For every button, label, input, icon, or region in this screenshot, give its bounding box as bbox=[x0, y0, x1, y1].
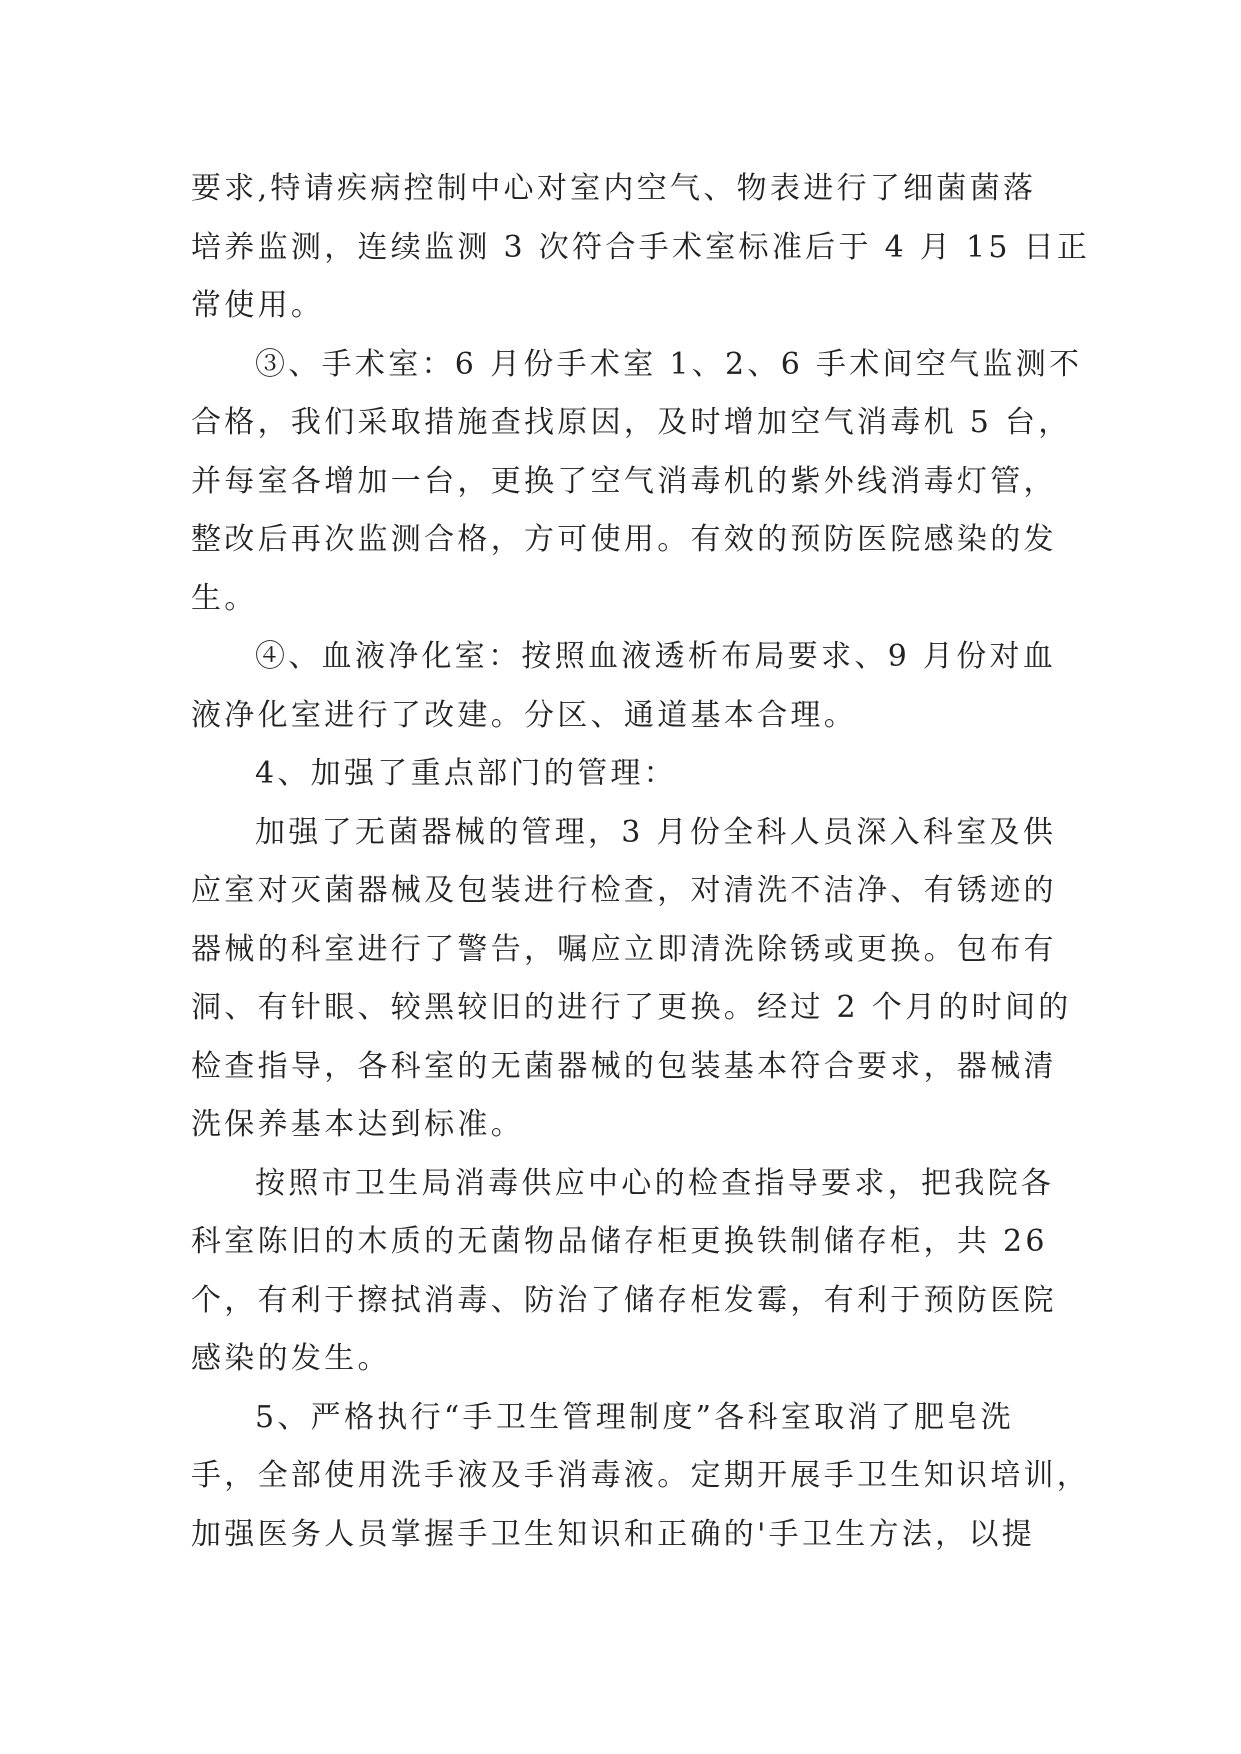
text-line: 洗保养基本达到标准。 bbox=[191, 1107, 524, 1142]
text-line: 常使用。 bbox=[191, 288, 325, 323]
text-line: 并每室各增加一台，更换了空气消毒机的紫外线消毒灯管， bbox=[191, 463, 1057, 499]
text-line: 科室陈旧的木质的无菌物品储存柜更换铁制储存柜，共 26 bbox=[191, 1224, 1048, 1259]
text-line: 生。 bbox=[191, 580, 258, 616]
section-heading: 4、加强了重点部门的管理： bbox=[255, 756, 677, 791]
text-line: 感染的发生。 bbox=[191, 1341, 391, 1376]
text-line: 合格，我们采取措施查找原因，及时增加空气消毒机 5 台， bbox=[191, 405, 1072, 440]
text-line: 应室对灭菌器械及包装进行检查，对清洗不洁净、有锈迹的 bbox=[191, 873, 1057, 908]
paragraph-first-line: ③、手术室：6 月份手术室 1、2、6 手术间空气监测不 bbox=[255, 346, 1083, 382]
text-line: 要求,特请疾病控制中心对室内空气、物表进行了细菌菌落 bbox=[191, 171, 1037, 206]
paragraph-first-line: 按照市卫生局消毒供应中心的检查指导要求，把我院各 bbox=[255, 1165, 1055, 1201]
text-line: 加强医务人员掌握手卫生知识和正确的'手卫生方法，以提 bbox=[191, 1516, 1036, 1552]
text-line: 检查指导，各科室的无菌器械的包装基本符合要求，器械清 bbox=[191, 1048, 1057, 1084]
text-line: 洞、有针眼、较黑较旧的进行了更换。经过 2 个月的时间的 bbox=[191, 990, 1072, 1025]
text-line: 整改后再次监测合格，方可使用。有效的预防医院感染的发 bbox=[191, 522, 1057, 557]
paragraph-first-line: 5、严格执行“手卫生管理制度”各科室取消了肥皂洗 bbox=[255, 1399, 1014, 1435]
text-line: 培养监测，连续监测 3 次符合手术室标准后于 4 月 15 日正 bbox=[191, 229, 1091, 265]
document-body bbox=[191, 160, 1091, 1564]
paragraph-first-line: 加强了无菌器械的管理，3 月份全科人员深入科室及供 bbox=[255, 814, 1057, 850]
text-line: 器械的科室进行了警告，嘱应立即清洗除锈或更换。包布有 bbox=[191, 931, 1057, 967]
paragraph-first-line: ④、血液净化室：按照血液透析布局要求、9 月份对血 bbox=[255, 639, 1057, 674]
text-line: 个，有利于擦拭消毒、防治了储存柜发霉，有利于预防医院 bbox=[191, 1282, 1057, 1318]
text-line: 液净化室进行了改建。分区、通道基本合理。 bbox=[191, 697, 857, 733]
text-line: 手，全部使用洗手液及手消毒液。定期开展手卫生知识培训， bbox=[191, 1458, 1091, 1493]
